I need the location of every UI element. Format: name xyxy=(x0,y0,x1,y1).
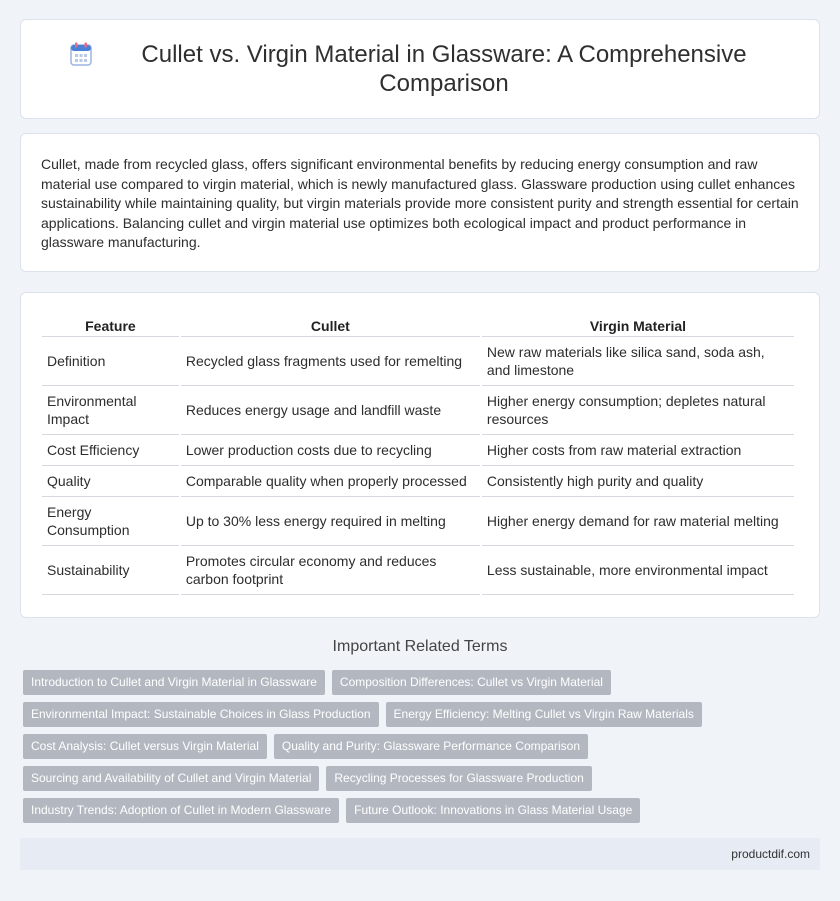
cell-virgin: Consistently high purity and quality xyxy=(482,466,794,497)
comparison-table xyxy=(40,315,796,595)
intro-card xyxy=(20,133,820,272)
related-term-tag[interactable]: Cost Analysis: Cullet versus Virgin Material xyxy=(23,734,267,759)
related-term-tag[interactable]: Industry Trends: Adoption of Cullet in Modern Glassware xyxy=(23,798,339,823)
related-term-tag[interactable]: Introduction to Cullet and Virgin Material in Glassware xyxy=(23,670,325,695)
table-row xyxy=(42,546,794,595)
related-terms-tags xyxy=(23,670,823,830)
related-term-tag[interactable]: Quality and Purity: Glassware Performance Comparison xyxy=(274,734,588,759)
cell-virgin: Less sustainable, more environmental impact xyxy=(482,546,794,595)
table-row xyxy=(42,466,794,497)
table-header-row xyxy=(42,315,794,337)
cell-feature: Environmental Impact xyxy=(42,386,179,435)
related-term-tag[interactable]: Future Outlook: Innovations in Glass Material Usage xyxy=(346,798,640,823)
intro-text: Cullet, made from recycled glass, offers significant environmental benefits by reducing energy consumption and raw material use compared to virgin material, which is newly manufactured glass. Glassware production using cullet enhances sustainability while maintaining quality, but virgin materials provide more consistent purity and strength essential for certain applications. Balancing cullet and virgin material use optimizes both ecological impact and product performance in glassware manufacturing. xyxy=(41,156,799,251)
cell-feature: Energy Consumption xyxy=(42,497,179,546)
footer-site-link[interactable]: productdif.com xyxy=(731,847,810,861)
cell-feature: Quality xyxy=(42,466,179,497)
footer xyxy=(20,838,820,870)
table-row xyxy=(42,337,794,386)
table-row xyxy=(42,497,794,546)
cell-feature: Cost Efficiency xyxy=(42,435,179,466)
cell-feature: Definition xyxy=(42,337,179,386)
cell-virgin: Higher energy consumption; depletes natural resources xyxy=(482,386,794,435)
cell-cullet: Promotes circular economy and reduces carbon footprint xyxy=(181,546,480,595)
related-term-tag[interactable]: Sourcing and Availability of Cullet and Virgin Material xyxy=(23,766,319,791)
tag-row xyxy=(23,670,823,695)
cell-virgin: Higher costs from raw material extraction xyxy=(482,435,794,466)
related-term-tag[interactable]: Recycling Processes for Glassware Production xyxy=(326,766,591,791)
header-cullet: Cullet xyxy=(181,315,480,337)
tag-row xyxy=(23,766,823,791)
related-term-tag[interactable]: Environmental Impact: Sustainable Choices in Glass Production xyxy=(23,702,379,727)
cell-cullet: Reduces energy usage and landfill waste xyxy=(181,386,480,435)
cell-cullet: Comparable quality when properly processed xyxy=(181,466,480,497)
tag-row xyxy=(23,798,823,823)
cell-cullet: Recycled glass fragments used for remelting xyxy=(181,337,480,386)
comparison-table-card xyxy=(20,292,820,618)
cell-virgin: New raw materials like silica sand, soda ash, and limestone xyxy=(482,337,794,386)
cell-cullet: Up to 30% less energy required in melting xyxy=(181,497,480,546)
cell-feature: Sustainability xyxy=(42,546,179,595)
page-title: Cullet vs. Virgin Material in Glassware: A Comprehensive Comparison xyxy=(141,41,747,97)
related-term-tag[interactable]: Energy Efficiency: Melting Cullet vs Virgin Raw Materials xyxy=(386,702,702,727)
related-term-tag[interactable]: Composition Differences: Cullet vs Virgin Material xyxy=(332,670,611,695)
header-feature: Feature xyxy=(42,315,179,337)
tag-row xyxy=(23,734,823,759)
related-terms-title: Important Related Terms xyxy=(332,638,508,655)
cell-cullet: Lower production costs due to recycling xyxy=(181,435,480,466)
header-card xyxy=(20,19,820,119)
header-virgin-material: Virgin Material xyxy=(482,315,794,337)
cell-virgin: Higher energy demand for raw material melting xyxy=(482,497,794,546)
tag-row xyxy=(23,702,823,727)
table-row xyxy=(42,386,794,435)
calendar-icon xyxy=(70,42,92,66)
table-row xyxy=(42,435,794,466)
header-inner xyxy=(70,40,770,98)
